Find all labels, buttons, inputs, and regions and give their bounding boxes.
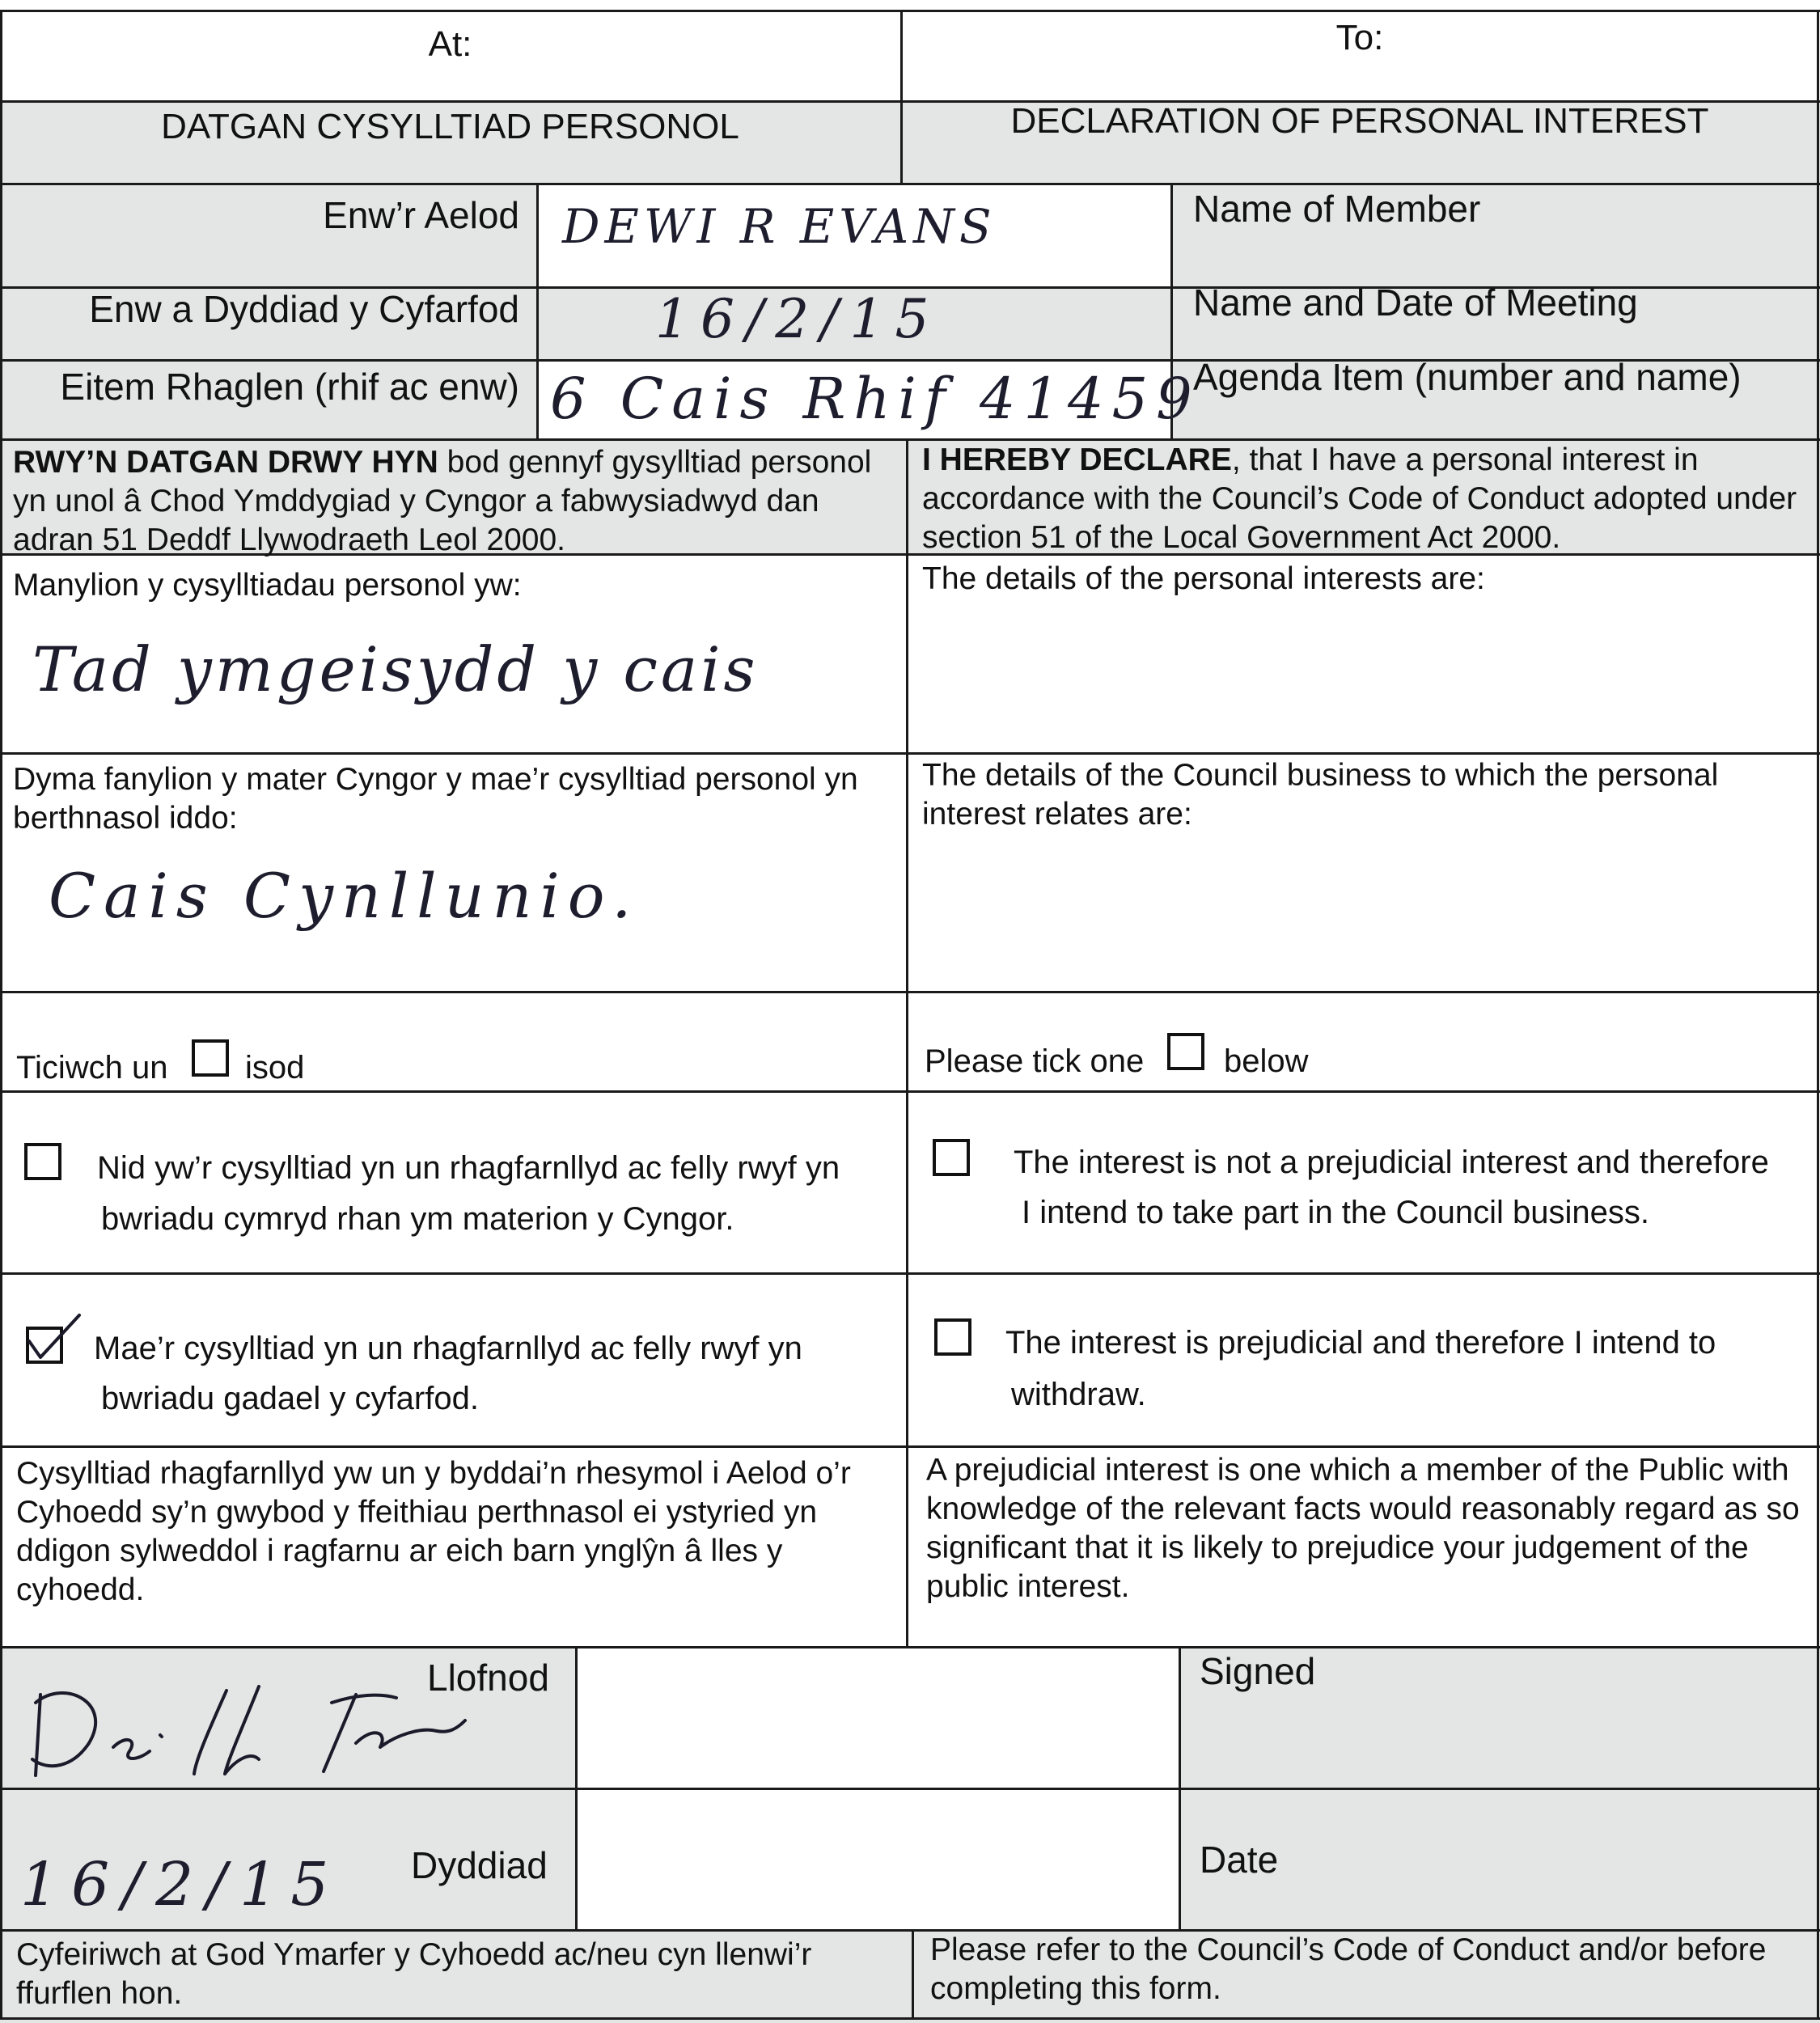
agenda-item-value[interactable]: 6 Cais Rhif 41459 [550,366,1200,432]
tick-legend-box-english-icon [1167,1033,1204,1070]
meeting-label-english: Name and Date of Meeting [1193,281,1638,324]
option2-english-checkbox[interactable] [934,1318,971,1356]
option2-english-line1: The interest is prejudicial and therefore I intend to [1005,1325,1716,1361]
member-label-welsh: Enw’r Aelod [323,194,519,236]
agenda-label-english: Agenda Item (number and name) [1193,356,1742,398]
title-welsh: DATGAN CYSYLLTIAD PERSONOL [161,107,739,146]
rule-2 [0,183,1820,185]
details-interest-welsh: Manylion y cysylltiadau personol yw: [13,568,522,603]
tick-instruction-welsh-after: isod [245,1050,305,1086]
date-label-welsh: Dyddiad [411,1844,548,1886]
at-label: At: [428,24,472,64]
footer-english: Please refer to the Council’s Code of Conduct and/or before completing this form. [930,1932,1767,2006]
signature-label-english: Signed [1200,1650,1316,1692]
declaration-welsh-bold: RWY’N DATGAN DRWY HYN [13,445,438,480]
tick-instruction-welsh-before: Ticiwch un [16,1050,168,1086]
option1-welsh-line2: bwriadu cymryd rhan ym materion y Cyngor. [101,1201,734,1237]
option1-welsh-line1: Nid yw’r cysylltiad yn un rhagfarnllyd ac felly rwyf yn [97,1150,840,1186]
signature-label-welsh: Llofnod [427,1657,549,1699]
border-bottom [0,2017,1820,2020]
prejudicial-definition-welsh: Cysylltiad rhagfarnllyd yw un y byddai’n rhesymol i Aelod o’r Cyhoedd sy’n gwybod y ffeithiau perthnasol ei ystyried yn ddigon sylweddol i ragfarnu ar eich barn ynglŷn â lles y cyhoedd. [16,1456,851,1607]
option2-welsh-line2: bwriadu gadael y cyfarfod. [101,1381,479,1416]
option1-welsh-checkbox[interactable] [24,1143,61,1180]
option1-english-line1: The interest is not a prejudicial interest and therefore [1014,1145,1769,1180]
rule-9 [0,1090,1820,1093]
details-business-welsh: Dyma fanylion y mater Cyngor y mae’r cysylltiad personol yn berthnasol iddo: [13,762,858,836]
member-label-english: Name of Member [1193,188,1481,230]
details-interest-handwritten[interactable]: Tad ymgeisydd y cais [32,633,759,705]
tick-instruction-english-after: below [1224,1043,1309,1079]
tick-instruction-welsh [16,1048,167,1087]
option2-welsh-checkmark-icon [23,1309,87,1365]
member-name-value[interactable]: DEWI R EVANS [562,199,997,254]
date-label-english: Date [1200,1839,1279,1881]
footer-welsh: Cyfeiriwch at God Ymarfer y Cyhoedd ac/neu cyn llenwi’r ffurflen hon. [16,1937,812,2011]
rule-12 [0,1646,1820,1648]
title-english: DECLARATION OF PERSONAL INTEREST [1010,101,1709,141]
divider-sign-right [1179,1646,1181,1929]
details-business-handwritten[interactable]: Cais Cynllunio. [49,860,640,932]
meeting-label-welsh: Enw a Dyddiad y Cyfarfod [89,288,519,330]
border-right [1817,10,1819,2020]
to-label: To: [1335,18,1384,57]
divider-label-welsh [536,183,539,438]
divider-sign-left [575,1646,578,1929]
member-signature-icon[interactable] [16,1670,469,1784]
option2-welsh-line1: Mae’r cysylltiad yn un rhagfarnllyd ac felly rwyf yn [94,1331,802,1366]
rule-7 [0,752,1820,755]
details-business-english: The details of the Council business to which the personal interest relates are: [922,758,1719,832]
declaration-english-bold: I HEREBY DECLARE [922,442,1232,477]
declaration-welsh [13,443,903,560]
meeting-date-value[interactable]: 16/2/15 [655,288,941,350]
divider-footer [912,1929,914,2018]
rule-10 [0,1272,1820,1275]
agenda-label-welsh: Eitem Rhaglen (rhif ac enw) [60,366,519,408]
details-interest-english: The details of the personal interests are: [922,561,1485,596]
divider-body [906,438,908,1646]
tick-instruction-english-before: Please tick one [925,1043,1145,1079]
declaration-english [922,441,1812,557]
declaration-english-text: , that I have a personal interest in accordance with the Council’s Code of Conduct adopted under section 51 of the Local Government Act 2000. [922,442,1797,555]
option1-english-checkbox[interactable] [933,1139,970,1176]
rule-11 [0,1445,1820,1448]
option1-english-line2: I intend to take part in the Council business. [1022,1195,1650,1230]
rule-8 [0,991,1820,993]
date-value[interactable]: 16/2/15 [20,1850,342,1919]
option2-english-line2: withdraw. [1011,1377,1146,1412]
declaration-welsh-text: bod gennyf gysylltiad personol yn unol â Chod Ymddygiad y Cyngor a fabwysiadwyd dan adran 51 Deddf Llywodraeth Leol 2000. [13,445,872,557]
tick-legend-box-welsh-icon [192,1039,229,1077]
border-top [0,10,1820,12]
prejudicial-definition-english: A prejudicial interest is one which a member of the Public with knowledge of the relevant facts would reasonably regard as so significant that it is likely to prejudice your judgement of the public interest. [926,1453,1800,1604]
rule-13 [0,1788,1820,1790]
